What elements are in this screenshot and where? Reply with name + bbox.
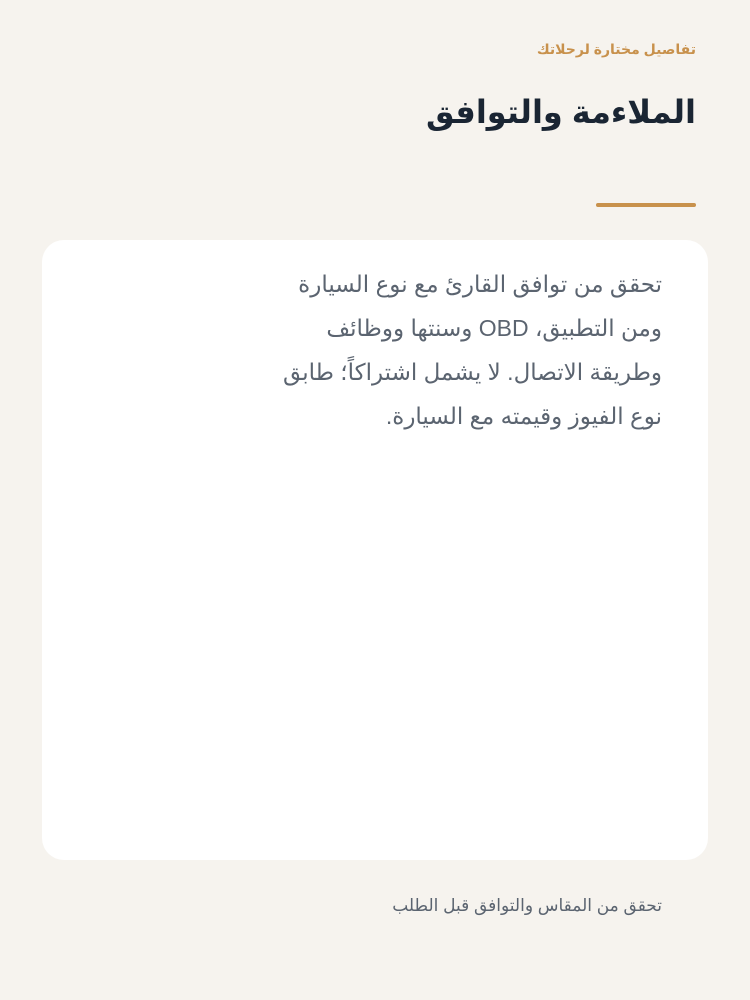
page-title: الملاءمة والتوافق — [426, 94, 696, 130]
compatibility-card — [42, 240, 708, 860]
compatibility-description: تحقق من توافق القارئ مع نوع السيارة ومن التطبيق، OBD وسنتها ووظائف وطريقة الاتصال. لا يشمل اشتراكاً؛ طابق نوع الفيوز وقيمته مع السيارة. — [283, 271, 662, 429]
footer-note: تحقق من المقاس والتوافق قبل الطلب — [392, 896, 662, 915]
title-accent-divider — [596, 203, 696, 207]
section-eyebrow: تفاصيل مختارة لرحلاتك — [536, 41, 696, 57]
